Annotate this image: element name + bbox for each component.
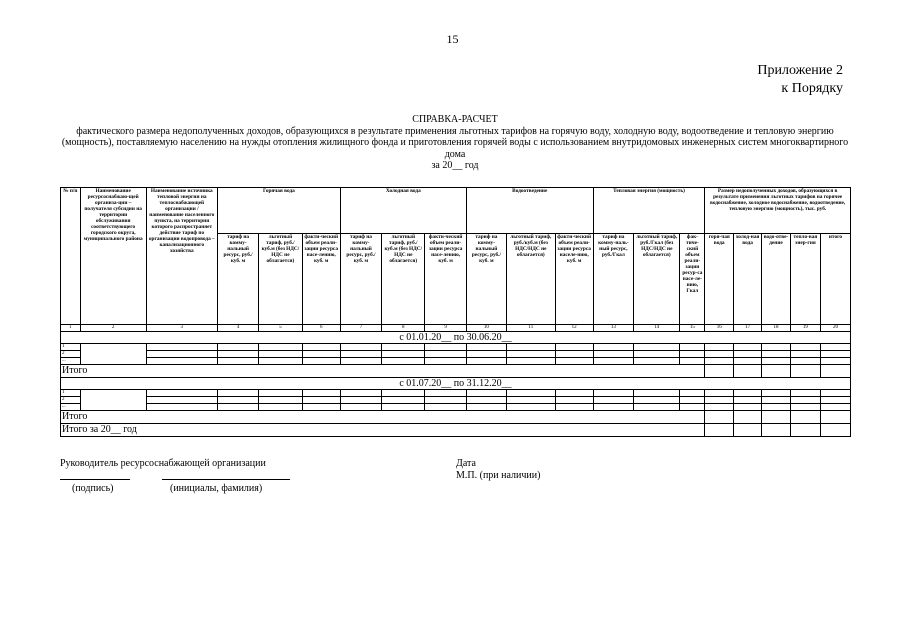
column-number: 7 — [340, 325, 381, 332]
row-number: 2 — [61, 351, 81, 358]
column-number: 14 — [634, 325, 680, 332]
period-2-label: с 01.07.20__ по 31.12.20__ — [61, 378, 851, 390]
subheader-cell: факти-ческий объем реали-зации ресурса насе-лению, куб. м — [425, 234, 466, 325]
subheader-cell: итого — [820, 234, 850, 325]
period-row-1 — [61, 332, 851, 344]
column-number: 18 — [762, 325, 791, 332]
column-number: 15 — [680, 325, 705, 332]
subheader-cell: тепло-вая энер-гия — [790, 234, 820, 325]
subheader-cell: тариф на комму-нальный ресурс, руб./куб. м — [466, 234, 506, 325]
subheader-cell: льготный тариф, руб./куб.м (без НДС/НДС не облагается) — [382, 234, 425, 325]
organization-cell — [80, 344, 146, 365]
column-number: 19 — [790, 325, 820, 332]
title-body: фактического размера недополученных доходов, образующихся в результате применения льготных тарифов на горячую воду, холодную воду, водоотведение и тепловую энергию (мощность), поставляемую населению на нужды отопления жилищного фонда и приготовления горячей воды с использованием внутридомовых инженерных систем многоквартирного дома — [61, 125, 849, 160]
header-hot-water: Горячая вода — [217, 188, 340, 234]
subheader-cell: холод-ная вода — [734, 234, 762, 325]
subheader-cell: льготный тариф, руб./куб.м (без НДС/НДС не облагается) — [507, 234, 556, 325]
subheader-cell: льготный тариф, руб./Гкал (без НДС/НДС не облагается) — [634, 234, 680, 325]
subheader-cell: факти-ческий объем реали-зации ресурса насе-лению, куб. м — [302, 234, 340, 325]
column-number: 11 — [507, 325, 556, 332]
column-number: 13 — [593, 325, 633, 332]
row-number: 2 — [61, 397, 81, 404]
table-row — [61, 344, 851, 351]
column-number: 17 — [734, 325, 762, 332]
table-row — [61, 390, 851, 397]
row-number: 1 — [61, 344, 81, 351]
appendix-line-1: Приложение 2 — [757, 63, 843, 78]
column-number-row — [61, 325, 851, 332]
row-number: ... — [61, 358, 81, 365]
organization-cell — [80, 390, 146, 411]
row-number: ... — [61, 404, 81, 411]
head-label: Руководитель ресурсоснабжающей организации — [60, 458, 266, 469]
initials-caption: (инициалы, фамилия) — [170, 483, 263, 494]
table-row — [61, 397, 851, 404]
subheader-cell: льготный тариф, руб./куб.м (без НДС/НДС не облагается) — [259, 234, 302, 325]
column-number: 8 — [382, 325, 425, 332]
header-organization: Наименование ресурсоснабжаю-щей организа-ции – получателя субсидии на территории обслуживания соответствующего городского округа, муниципального района — [80, 188, 146, 325]
calculation-table — [60, 187, 851, 437]
total-row-1 — [61, 365, 851, 378]
date-label: Дата — [456, 458, 476, 469]
total-year-row — [61, 424, 851, 437]
column-number: 16 — [705, 325, 734, 332]
subheader-cell: водо-отве-дение — [762, 234, 791, 325]
header-lost-income: Размер недополученных доходов, образующихся в результате применения льготных тарифов на горячее водоснабжение, холодное водоснабжение, водоотведение, тепловую энергию (мощность), тыс. руб. — [705, 188, 851, 234]
column-number: 5 — [259, 325, 302, 332]
column-number: 6 — [302, 325, 340, 332]
period-1-label: с 01.01.20__ по 30.06.20__ — [61, 332, 851, 344]
total-label: Итого — [61, 411, 705, 424]
column-number: 9 — [425, 325, 466, 332]
column-number: 1 — [61, 325, 81, 332]
table-row — [61, 404, 851, 411]
subheader-cell: тариф на комму-нальный ресурс, руб./куб. м — [340, 234, 381, 325]
subheader-cell: тариф на комму-наль-ный ресурс, руб./Гкал — [593, 234, 633, 325]
total-year-label: Итого за 20__ год — [61, 424, 705, 437]
header-number: № п/п — [61, 188, 81, 325]
appendix-label — [757, 62, 843, 98]
period-row-2 — [61, 378, 851, 390]
subheader-cell: горя-чая вода — [705, 234, 734, 325]
total-label: Итого — [61, 365, 705, 378]
subheader-cell: факти-ческий объем реали-зации ресурса населе-нию, куб. м — [555, 234, 593, 325]
signature-line — [60, 479, 130, 480]
row-number: 1 — [61, 390, 81, 397]
table-row — [61, 351, 851, 358]
header-wastewater: Водоотведение — [466, 188, 593, 234]
column-number: 4 — [217, 325, 258, 332]
column-number: 10 — [466, 325, 506, 332]
document-title — [60, 114, 850, 172]
page-number: 15 — [446, 32, 459, 46]
header-source: Наименование источника тепловой энергии на теплоснабжающей организации / наименование населенного пункта, на территории которого распространяет действие тариф по организации водопровода – канализационного хозяйства — [146, 188, 217, 325]
column-number: 20 — [820, 325, 850, 332]
subheader-cell: фак-тиче-ский объем реали-зации ресур-са насе-ле-нию, Гкал — [680, 234, 705, 325]
signature-caption: (подпись) — [72, 483, 114, 494]
column-number: 3 — [146, 325, 217, 332]
column-number: 2 — [80, 325, 146, 332]
column-number: 12 — [555, 325, 593, 332]
header-cold-water: Холодная вода — [340, 188, 466, 234]
title-year: за 20__ год — [431, 160, 479, 171]
table-row — [61, 358, 851, 365]
stamp-label: М.П. (при наличии) — [456, 470, 541, 481]
appendix-line-2: к Порядку — [781, 81, 843, 96]
initials-line — [162, 479, 290, 480]
header-heat: Тепловая энергия (мощность) — [593, 188, 704, 234]
total-row-2 — [61, 411, 851, 424]
title-heading: СПРАВКА-РАСЧЕТ — [412, 114, 498, 125]
subheader-cell: тариф на комму-нальный ресурс, руб./куб. м — [217, 234, 258, 325]
